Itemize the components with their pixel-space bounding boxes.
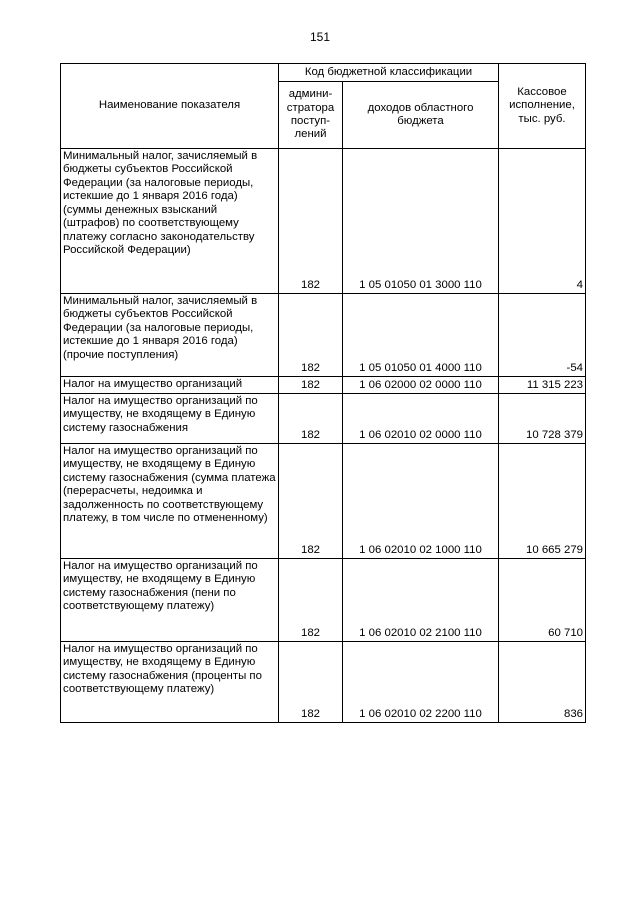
header-regional-budget-income: доходов областного бюджета	[343, 82, 499, 149]
table-row	[61, 149, 586, 294]
budget-code-cell: 1 06 02010 02 1000 110	[343, 444, 499, 559]
administrator-code-cell: 182	[279, 444, 343, 559]
indicator-name-cell: Налог на имущество организаций по имуществу, не входящему в Единую систему газоснабжения (пени по соответствующему платежу)	[61, 559, 279, 642]
amount-cell: 836	[499, 642, 586, 723]
budget-code-cell: 1 06 02000 02 0000 110	[343, 377, 499, 394]
amount-cell: 10 665 279	[499, 444, 586, 559]
header-budget-classification-code: Код бюджетной классификации	[279, 64, 499, 82]
table-header-row	[61, 64, 586, 82]
table-row	[61, 377, 586, 394]
table-row	[61, 394, 586, 444]
header-administrator: админи-стратора поступ-лений	[279, 82, 343, 149]
table-row	[61, 294, 586, 377]
indicator-name-cell: Минимальный налог, зачисляемый в бюджеты субъектов Российской Федерации (за налоговые периоды, истекшие до 1 января 2016 года) (прочие поступления)	[61, 294, 279, 377]
amount-cell: 11 315 223	[499, 377, 586, 394]
header-indicator-name: Наименование показателя	[61, 64, 279, 149]
amount-cell: 10 728 379	[499, 394, 586, 444]
indicator-name-cell: Налог на имущество организаций по имуществу, не входящему в Единую систему газоснабжения (проценты по соответствующему платежу)	[61, 642, 279, 723]
administrator-code-cell: 182	[279, 394, 343, 444]
administrator-code-cell: 182	[279, 294, 343, 377]
administrator-code-cell: 182	[279, 377, 343, 394]
indicator-name-cell: Налог на имущество организаций по имуществу, не входящему в Единую систему газоснабжения	[61, 394, 279, 444]
amount-cell: 60 710	[499, 559, 586, 642]
indicator-name-cell: Налог на имущество организаций по имуществу, не входящему в Единую систему газоснабжения (сумма платежа (перерасчеты, недоимка и задолженность по соответствующему платежу, в том числе по отмененному)	[61, 444, 279, 559]
amount-cell: 4	[499, 149, 586, 294]
header-cash-execution: Кассовое исполнение, тыс. руб.	[499, 64, 586, 149]
indicator-name-cell: Минимальный налог, зачисляемый в бюджеты субъектов Российской Федерации (за налоговые периоды, истекшие до 1 января 2016 года) (суммы денежных взысканий (штрафов) по соответствующему платежу согласно законодательству Российской Федерации)	[61, 149, 279, 294]
budget-code-cell: 1 06 02010 02 2100 110	[343, 559, 499, 642]
budget-code-cell: 1 06 02010 02 0000 110	[343, 394, 499, 444]
administrator-code-cell: 182	[279, 642, 343, 723]
page-number: 151	[309, 30, 331, 44]
table-row	[61, 559, 586, 642]
administrator-code-cell: 182	[279, 559, 343, 642]
administrator-code-cell: 182	[279, 149, 343, 294]
table-row	[61, 444, 586, 559]
budget-code-cell: 1 05 01050 01 4000 110	[343, 294, 499, 377]
budget-execution-table	[60, 63, 586, 723]
budget-code-cell: 1 06 02010 02 2200 110	[343, 642, 499, 723]
indicator-name-cell: Налог на имущество организаций	[61, 377, 279, 394]
budget-code-cell: 1 05 01050 01 3000 110	[343, 149, 499, 294]
table-row	[61, 642, 586, 723]
amount-cell: -54	[499, 294, 586, 377]
